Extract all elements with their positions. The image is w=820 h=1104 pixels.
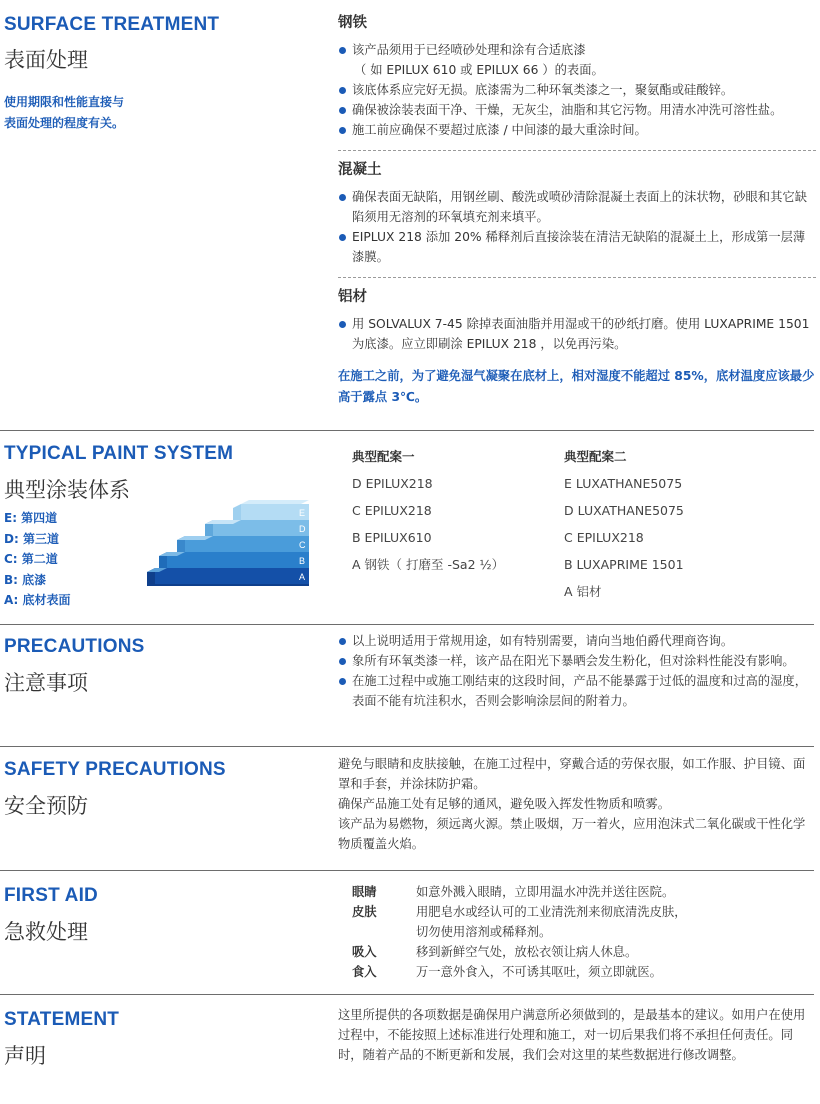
section-title-cn: 表面处理 [4, 48, 88, 72]
section-title-cn: 安全预防 [4, 794, 88, 818]
precautions-section [0, 625, 820, 746]
aluminum-list [338, 314, 816, 354]
section-title-cn: 声明 [4, 1044, 46, 1068]
scheme-row: B EPILUX610 [352, 530, 432, 545]
list-item: EIPLUX 218 添加 20% 稀释剂后直接涂装在清洁无缺陷的混凝土上，形成第一层薄漆膜。 [338, 227, 816, 267]
layer-label-b: B [299, 556, 306, 566]
dashed-divider [338, 277, 816, 278]
layer-legend [4, 508, 71, 611]
section-title-en: STATEMENT [4, 1009, 120, 1030]
list-item: 确保被涂装表面干净、干燥，无灰尘，油脂和其它污物。用清水冲洗可溶性盐。 [338, 100, 816, 120]
precautions-list [338, 631, 816, 711]
list-item: 以上说明适用于常规用途，如有特别需要，请向当地伯爵代理商咨询。 [338, 631, 816, 651]
first-aid-row: 吸入 移到新鲜空气处，放松衣领让病人休息。 [352, 945, 638, 959]
layer-label-a: A [299, 572, 306, 582]
scheme-row: A 钢铁（ 打磨至 -Sa2 ½） [352, 557, 505, 572]
scheme-heading: 典型配案一 [352, 449, 415, 464]
aluminum-heading: 铝材 [338, 289, 367, 305]
section-title-en: FIRST AID [4, 885, 98, 906]
list-item: 用 SOLVALUX 7-45 除掉表面油脂并用湿或干的砂纸打磨。使用 LUXAPRIME 1501 为底漆。应立即刷涂 EPILUX 218 ，以免再污染。 [338, 314, 816, 354]
concrete-heading: 混凝土 [338, 162, 382, 178]
scheme-row: D EPILUX218 [352, 476, 433, 491]
list-item: 该产品须用于已经喷砂处理和涂有合适底漆 （ 如 EPILUX 610 或 EPILUX 66 ）的表面。 [338, 40, 816, 80]
statement-text: 这里所提供的各项数据是确保用户满意所必须做到的，是最基本的建议。如用户在使用过程中，不能按照上述标准进行处理和施工，对一切后果我们将不承担任何责任。同时，随着产品的不断更新和发展，我们会对这里的某些数据进行修改调整。 [338, 1008, 806, 1062]
surface-details [338, 12, 816, 408]
legend-item: D: 第三道 [4, 531, 59, 546]
scheme-row: C EPILUX218 [352, 503, 432, 518]
first-aid-table [352, 882, 812, 982]
scheme-heading: 典型配案二 [564, 449, 627, 464]
scheme-row: C EPILUX218 [564, 530, 644, 545]
layer-a [147, 568, 309, 586]
safety-section [0, 747, 820, 870]
section-title-en: TYPICAL PAINT SYSTEM [4, 443, 234, 464]
layer-b [159, 552, 309, 568]
list-item: 象所有环氧类漆一样，该产品在阳光下暴晒会发生粉化，但对涂料性能没有影响。 [338, 651, 816, 671]
legend-item: E: 第四道 [4, 511, 58, 525]
safety-paragraph: 该产品为易燃物，须远离火源。禁止吸烟，万一着火，应用泡沫式二氧化碳或干性化学物质覆盖火焰。 [338, 817, 806, 851]
section-title-en: PRECAUTIONS [4, 636, 145, 657]
steel-list [338, 40, 816, 140]
humidity-note: 在施工之前，为了避免湿气凝聚在底材上，相对湿度不能超过 85%，底材温度应该最少高于露点 3℃。 [338, 369, 815, 404]
safety-paragraph: 确保产品施工处有足够的通风，避免吸入挥发性物质和喷雾。 [338, 797, 671, 811]
section-title-cn: 急救处理 [4, 920, 88, 944]
first-aid-row: 眼睛 如意外溅入眼睛，立即用温水冲洗并送往医院。 [352, 885, 675, 899]
steel-heading: 钢铁 [338, 15, 367, 31]
dashed-divider [338, 150, 816, 151]
section-title-cn: 典型涂装体系 [4, 478, 130, 502]
section-title-en: SURFACE TREATMENT [4, 14, 220, 35]
surface-note: 使用期限和性能直接与 表面处理的程度有关。 [4, 95, 125, 130]
concrete-list [338, 187, 816, 267]
legend-item: A: 底材表面 [4, 593, 71, 607]
safety-text [338, 754, 816, 854]
list-item: 确保表面无缺陷，用钢丝刷、酸洗或喷砂清除混凝土表面上的沫状物，砂眼和其它缺陷须用无溶剂的环氧填充剂来填平。 [338, 187, 816, 227]
list-item: 该底体系应完好无损。底漆需为二种环氧类漆之一，聚氨酯或硅酸锌。 [338, 80, 816, 100]
paint-layers-diagram [147, 500, 317, 600]
statement-section [0, 995, 820, 1104]
layer-label-c: C [299, 540, 306, 550]
layer-label-d: D [299, 524, 306, 534]
scheme-row: B LUXAPRIME 1501 [564, 557, 684, 572]
scheme-row: D LUXATHANE5075 [564, 503, 684, 518]
list-item: 在施工过程中或施工刚结束的这段时间，产品不能暴露于过低的温度和过高的湿度，表面不能有坑洼积水，否则会影响涂层间的附着力。 [338, 671, 816, 711]
paint-scheme-2 [564, 447, 774, 610]
statement-text-wrap [338, 1005, 816, 1065]
legend-item: B: 底漆 [4, 572, 47, 587]
first-aid-section [0, 871, 820, 994]
layer-e [233, 500, 309, 520]
paint-scheme-1 [352, 447, 562, 583]
safety-paragraph: 避免与眼睛和皮肤接触，在施工过程中，穿戴合适的劳保衣服，如工作服、护目镜、面罩和手套，并涂抹防护霜。 [338, 757, 806, 791]
section-title-cn: 注意事项 [4, 671, 88, 695]
scheme-row: E LUXATHANE5075 [564, 476, 683, 491]
first-aid-row: 切勿使用溶剂或稀释剂。 [416, 925, 552, 939]
scheme-row: A 铝材 [564, 584, 602, 599]
legend-item: C: 第二道 [4, 552, 58, 566]
layer-label-e: E [299, 508, 306, 518]
paint-system-section [0, 431, 820, 624]
list-item: 施工前应确保不要超过底漆 / 中间漆的最大重涂时间。 [338, 120, 816, 140]
surface-treatment-section [0, 0, 820, 430]
first-aid-row: 食入 万一意外食入，不可诱其呕吐，须立即就医。 [352, 965, 662, 979]
section-title-en: SAFETY PRECAUTIONS [4, 759, 226, 780]
precautions-list-wrap [338, 631, 816, 711]
first-aid-row: 皮肤 用肥皂水或经认可的工业清洗剂来彻底清洗皮肤， [352, 905, 687, 919]
